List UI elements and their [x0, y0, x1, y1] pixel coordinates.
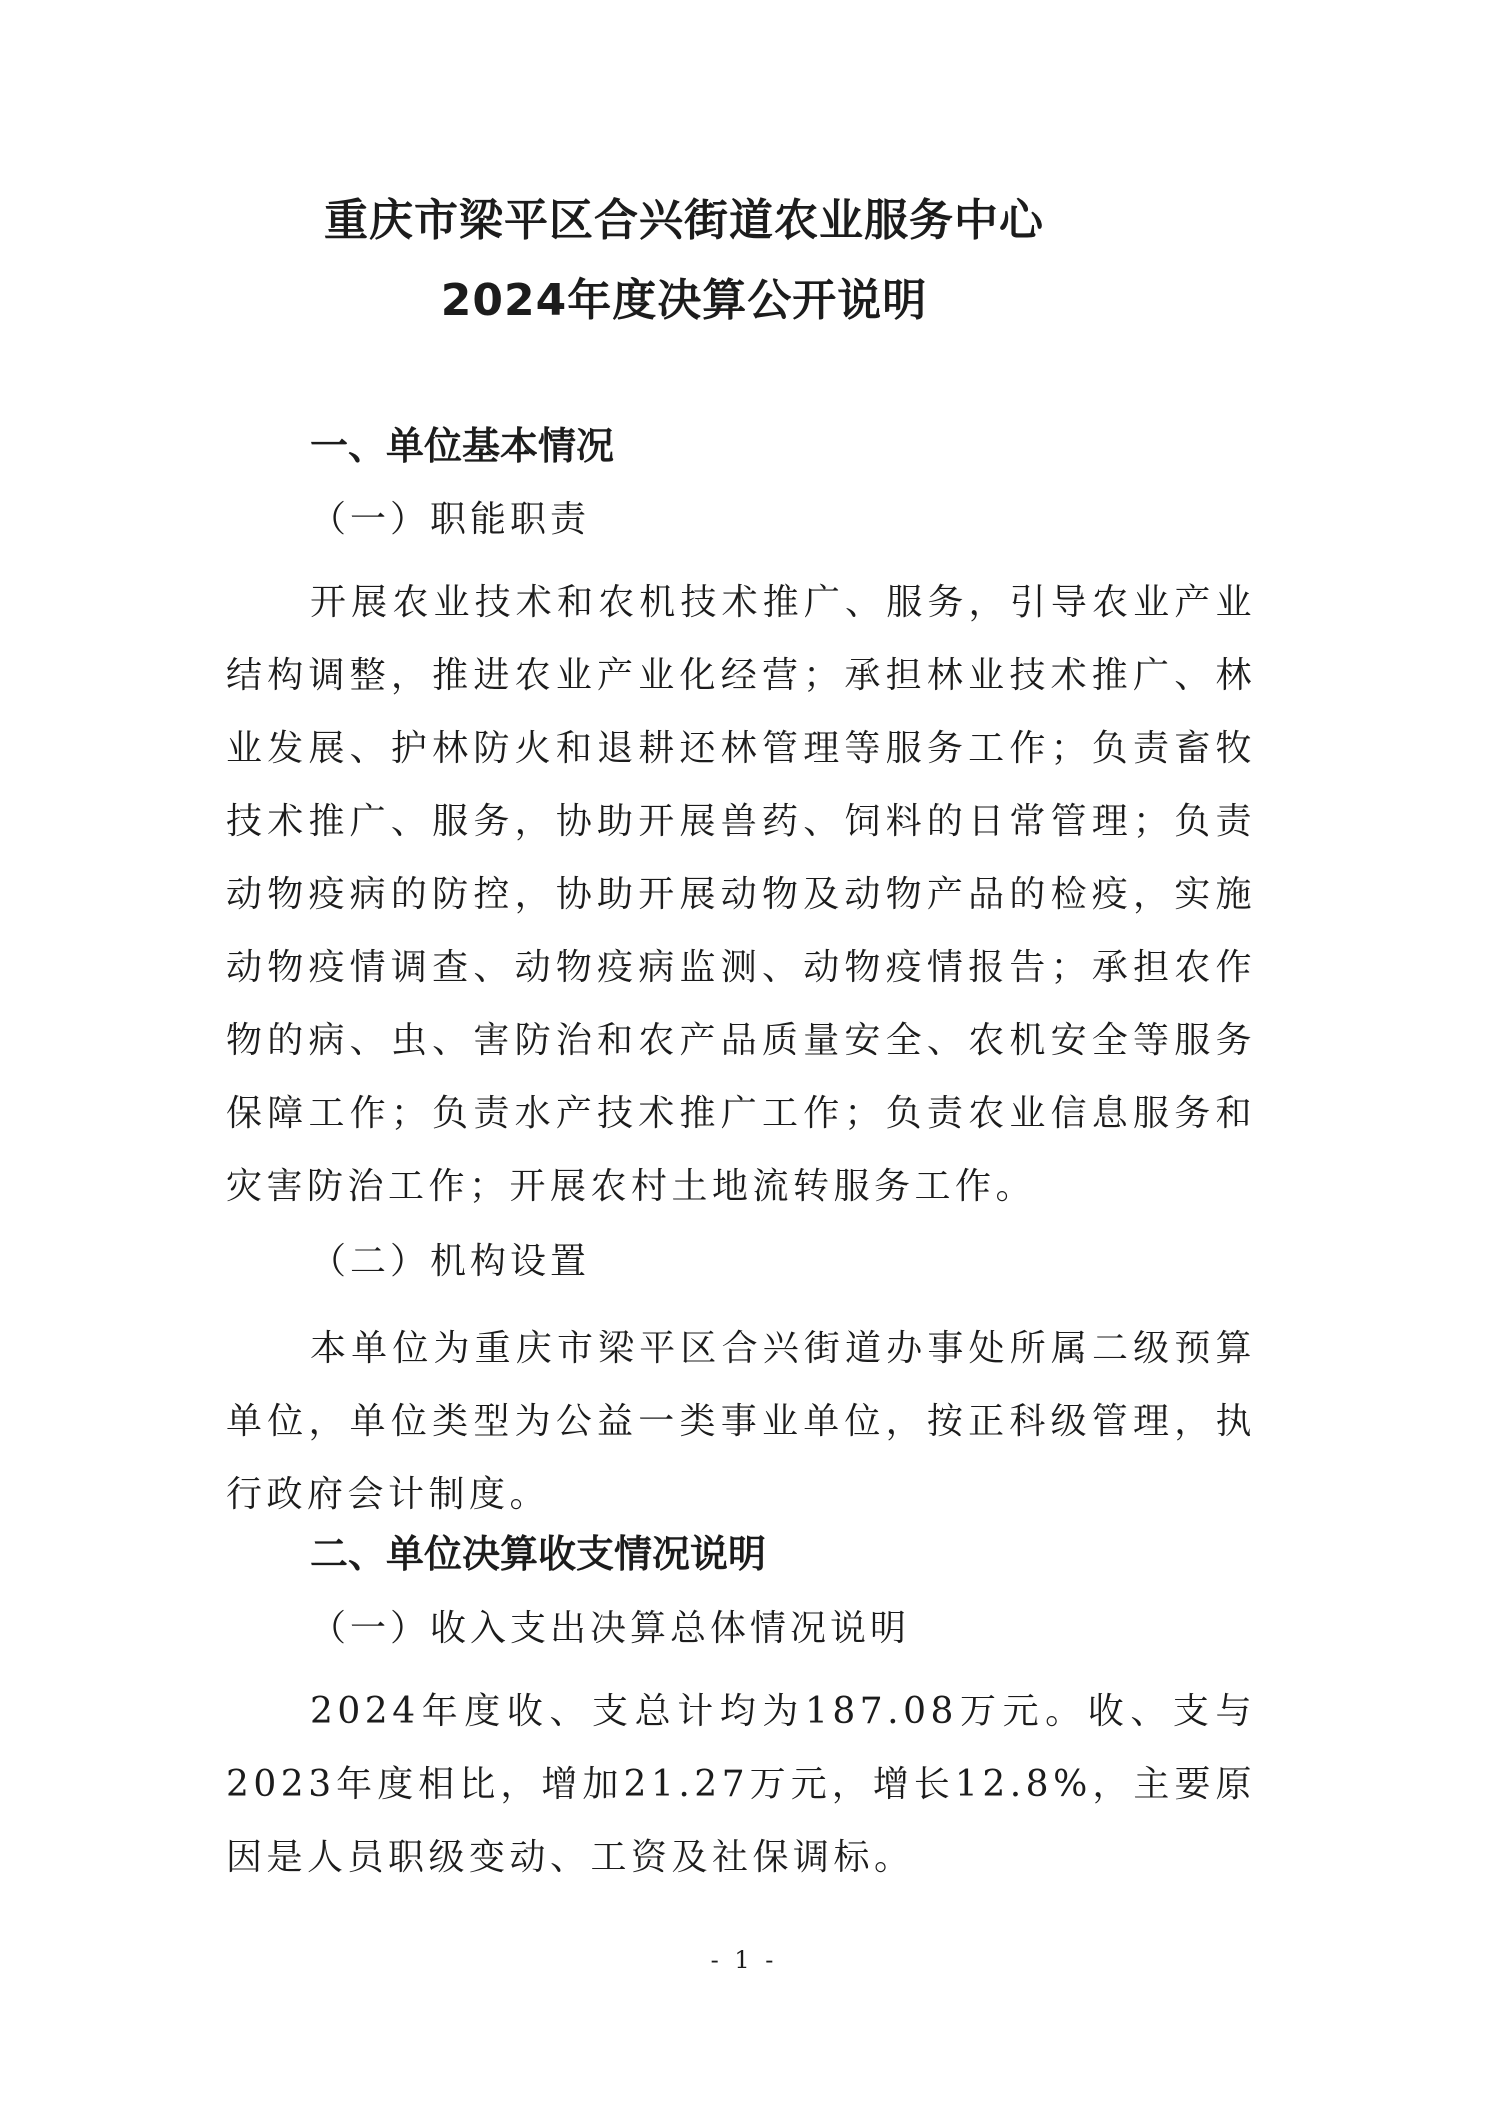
section1-heading: 一、单位基本情况	[310, 424, 615, 468]
section1-sub1-body: 开展农业技术和农机技术推广、服务，引导农业产业结构调整，推进农业产业化经营；承担林业技术推广、林业发展、护林防火和退耕还林管理等服务工作；负责畜牧技术推广、服务，协助开展兽药、饲料的日常管理；负责动物疫病的防控，协助开展动物及动物产品的检疫，实施动物疫情调查、动物疫病监测、动物疫情报告；承担农作物的病、虫、害防治和农产品质量安全、农机安全等服务保障工作；负责水产技术推广工作；负责农业信息服务和灾害防治工作；开展农村土地流转服务工作。	[226, 582, 1256, 1207]
page-number: - 1 -	[710, 1946, 778, 1974]
document-title-line1: 重庆市梁平区合兴街道农业服务中心	[324, 195, 1044, 246]
section1-sub2-heading: （二）机构设置	[310, 1241, 591, 1282]
section2-sub1-heading: （一）收入支出决算总体情况说明	[310, 1608, 911, 1649]
section1-sub1-heading: （一）职能职责	[310, 499, 591, 540]
section1-sub2-body: 本单位为重庆市梁平区合兴街道办事处所属二级预算单位，单位类型为公益一类事业单位，按正科级管理，执行政府会计制度。	[226, 1328, 1256, 1515]
document-title-line2: 2024年度决算公开说明	[440, 275, 928, 326]
section2-sub1-body: 2024年度收、支总计均为187.08万元。收、支与2023年度相比，增加21.27万元，增长12.8%，主要原因是人员职级变动、工资及社保调标。	[226, 1691, 1256, 1878]
section2-heading: 二、单位决算收支情况说明	[310, 1532, 767, 1576]
